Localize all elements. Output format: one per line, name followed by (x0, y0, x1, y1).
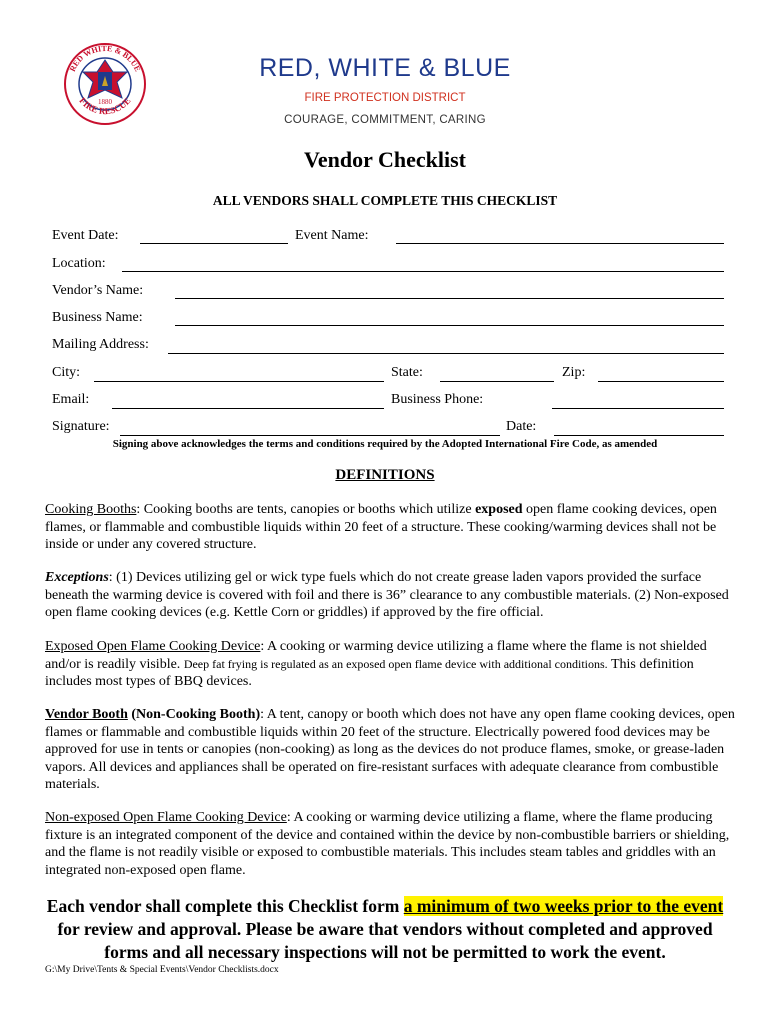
date-label: Date: (506, 419, 537, 434)
exposed-device-small-text: Deep fat frying is regulated as an exposed open flame device with additional conditions. (183, 656, 608, 671)
exposed-device-text: : A cooking or warming device utilizing a flame where the flame is not shielded and/or is readily visible. (45, 639, 707, 672)
business-phone-field[interactable] (552, 408, 724, 409)
exposed-device-text-end: This definition includes most types of BBQ devices. (45, 656, 694, 689)
notice-highlight: a minimum of two weeks prior to the event (403, 896, 724, 916)
location-field[interactable] (122, 271, 724, 272)
org-motto: COURAGE, COMMITMENT, CARING (284, 114, 486, 126)
date-field[interactable] (554, 435, 724, 436)
business-phone-label: Business Phone: (391, 392, 484, 407)
signature-field[interactable] (120, 435, 500, 436)
event-date-label: Event Date: (52, 228, 119, 243)
logo-year: 1880 (98, 98, 112, 106)
definition-non-exposed-device (45, 809, 735, 879)
term-vendor-booth: Vendor Booth (45, 707, 128, 722)
exposed-emphasis: exposed (475, 502, 523, 517)
logo-ring-top: RED WHITE & BLUE (67, 43, 143, 73)
page-title: Vendor Checklist (304, 147, 466, 172)
mailing-address-label: Mailing Address: (52, 337, 149, 352)
definitions-heading: DEFINITIONS (335, 467, 435, 483)
org-subtitle: FIRE PROTECTION DISTRICT (304, 92, 466, 104)
cooking-booths-text: : Cooking booths are tents, canopies or booths which utilize (136, 502, 476, 517)
cooking-booths-text-after: open flame cooking devices, open flames, or flammable and combustible liquids within 20 feet of a structure. These cooking/warming devices shall not be inside or under any covered structure. (45, 502, 717, 552)
state-field[interactable] (440, 381, 554, 382)
notice-text-after: for review and approval. Please be aware that vendors without completed and approved forms and all necessary inspections will not be permitted to work the event. (57, 919, 713, 962)
definition-cooking-booths (45, 501, 735, 554)
vendor-booth-text: : A tent, canopy or booth which does not have any open flame cooking devices, open flames or flammable and combustible liquids within 20 feet of the structure. Electrically powered food devices may be approved for use in tents or canopies (non-cooking) as long as the devices do not produce flames, smoke, or grease-laden vapors. All devices and appliances shall be operated on fire-resistant surfaces with adequate clearance from combustible materials. (45, 707, 735, 792)
state-label: State: (391, 365, 423, 380)
email-field[interactable] (112, 408, 384, 409)
zip-field[interactable] (598, 381, 724, 382)
submission-notice (40, 895, 730, 964)
term-exceptions: Exceptions (45, 570, 109, 585)
city-label: City: (52, 365, 81, 380)
business-name-field[interactable] (175, 325, 724, 326)
event-date-field[interactable] (140, 243, 288, 244)
org-name: RED, WHITE & BLUE (259, 54, 511, 82)
page-subtitle: ALL VENDORS SHALL COMPLETE THIS CHECKLIST (212, 193, 558, 208)
vendor-name-field[interactable] (175, 298, 724, 299)
zip-label: Zip: (562, 365, 586, 380)
business-name-label: Business Name: (52, 310, 143, 325)
definition-exposed-device (45, 638, 735, 691)
file-path-footer: G:\My Drive\Tents & Special Events\Vendor Checklists.docx (45, 965, 279, 975)
event-name-label: Event Name: (295, 228, 369, 243)
event-name-field[interactable] (396, 243, 724, 244)
city-field[interactable] (94, 381, 384, 382)
definition-exceptions (45, 569, 735, 622)
logo-ring-bottom: FIRE RESCUE (77, 95, 133, 117)
term-cooking-booths: Cooking Booths (45, 502, 137, 517)
mailing-address-field[interactable] (168, 353, 724, 354)
email-label: Email: (52, 392, 90, 407)
non-exposed-device-text: : A cooking or warming device utilizing a flame, where the flame producing fixture is an integrated component of the device and contained within the device by non-combustible barriers or shielding, and the flame is not readily visible or exposed to combustible materials. This includes steam tables and griddles with an integrated non-exposed open flame. (45, 810, 730, 878)
definition-vendor-booth (45, 706, 735, 794)
signature-label: Signature: (52, 419, 110, 434)
acknowledgement-text: Signing above acknowledges the terms and conditions required by the Adopted International Fire Code, as amended (112, 438, 658, 450)
term-exposed-device: Exposed Open Flame Cooking Device (45, 639, 261, 654)
exceptions-text: : (1) Devices utilizing gel or wick type fuels which do not create grease laden vapors provided the surface beneath the warming device is covered with foil and there is 36” clearance to any combustible materials. (2) Non-exposed open flame cooking devices (e.g. Kettle Corn or griddles) if approved by the fire official. (45, 570, 729, 620)
vendor-name-label: Vendor’s Name: (52, 283, 144, 298)
term-vendor-booth-paren: (Non-Cooking Booth) (131, 707, 261, 722)
location-label: Location: (52, 256, 106, 271)
term-non-exposed-device: Non-exposed Open Flame Cooking Device (45, 810, 287, 825)
notice-text-before: Each vendor shall complete this Checklist form (46, 896, 404, 916)
